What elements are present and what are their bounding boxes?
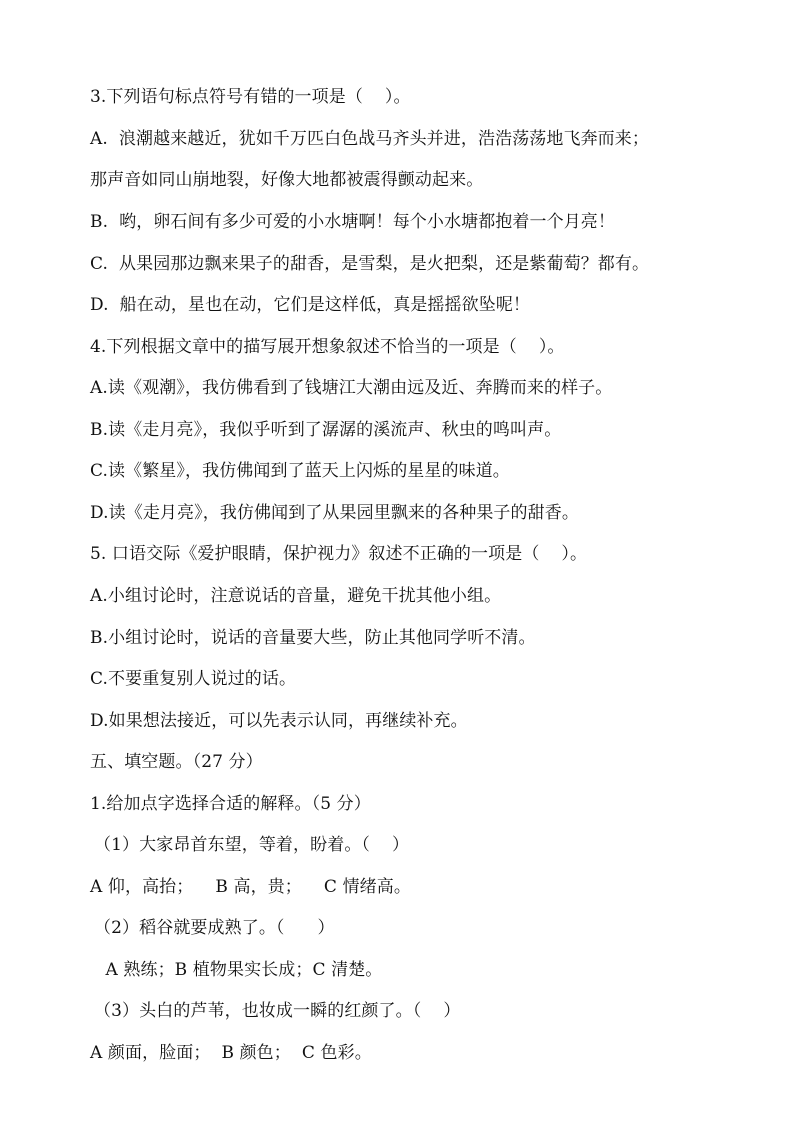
subquestion-2-options: A 熟练；B 植物果实长成；C 清楚。 xyxy=(100,960,383,980)
question-5-stem: 5. 口语交际《爱护眼睛，保护视力》叙述不正确的一项是（ ）。 xyxy=(90,544,588,564)
question-3-option-c: C. 从果园那边飘来果子的甜香，是雪梨，是火把梨，还是紫葡萄？都有。 xyxy=(90,254,650,274)
question-3-stem: 3.下列语句标点符号有错的一项是（ ）。 xyxy=(90,87,411,107)
subquestion-2: （2）稻谷就要成熟了。（ ） xyxy=(94,918,335,938)
question-5-option-b: B.小组讨论时，说话的音量要大些，防止其他同学听不清。 xyxy=(90,628,536,648)
question-4-option-a: A.读《观潮》，我仿佛看到了钱塘江大潮由远及近、奔腾而来的样子。 xyxy=(90,378,613,398)
question-3-option-a: A. 浪潮越来越近，犹如千万匹白色战马齐头并进，浩浩荡荡地飞奔而来； xyxy=(90,129,649,149)
question-3-option-b: B. 哟，卵石间有多少可爱的小水塘啊！每个小水塘都抱着一个月亮！ xyxy=(90,212,616,232)
question-5-option-d: D.如果想法接近，可以先表示认同，再继续补充。 xyxy=(90,711,468,731)
question-3-option-d: D. 船在动，星也在动，它们是这样低，真是摇摇欲坠呢！ xyxy=(90,295,531,315)
subquestion-1: （1）大家昂首东望，等着，盼着。（ ） xyxy=(94,835,410,855)
section-5-heading: 五、填空题。（27 分） xyxy=(90,752,263,772)
fill-blank-question-1: 1.给加点字选择合适的解释。（5 分） xyxy=(90,794,371,814)
subquestion-1-options: A 仰，高抬； B 高，贵； C 情绪高。 xyxy=(90,877,411,897)
question-3-option-a-continued: 那声音如同山崩地裂，好像大地都被震得颤动起来。 xyxy=(90,170,484,190)
question-5-option-c: C.不要重复别人说过的话。 xyxy=(90,669,297,689)
subquestion-3-options: A 颜面，脸面； B 颜色； C 色彩。 xyxy=(90,1043,372,1063)
subquestion-3: （3）头白的芦苇，也妆成一瞬的红颜了。（ ） xyxy=(94,1001,461,1021)
question-4-option-b: B.读《走月亮》，我似乎听到了潺潺的溪流声、秋虫的鸣叫声。 xyxy=(90,420,562,440)
question-4-option-c: C.读《繁星》，我仿佛闻到了蓝天上闪烁的星星的味道。 xyxy=(90,461,510,481)
question-4-option-d: D.读《走月亮》，我仿佛闻到了从果园里飘来的各种果子的甜香。 xyxy=(90,503,579,523)
question-4-stem: 4.下列根据文章中的描写展开想象叙述不恰当的一项是（ ）。 xyxy=(90,337,565,357)
question-5-option-a: A.小组讨论时，注意说话的音量，避免干扰其他小组。 xyxy=(90,586,502,606)
